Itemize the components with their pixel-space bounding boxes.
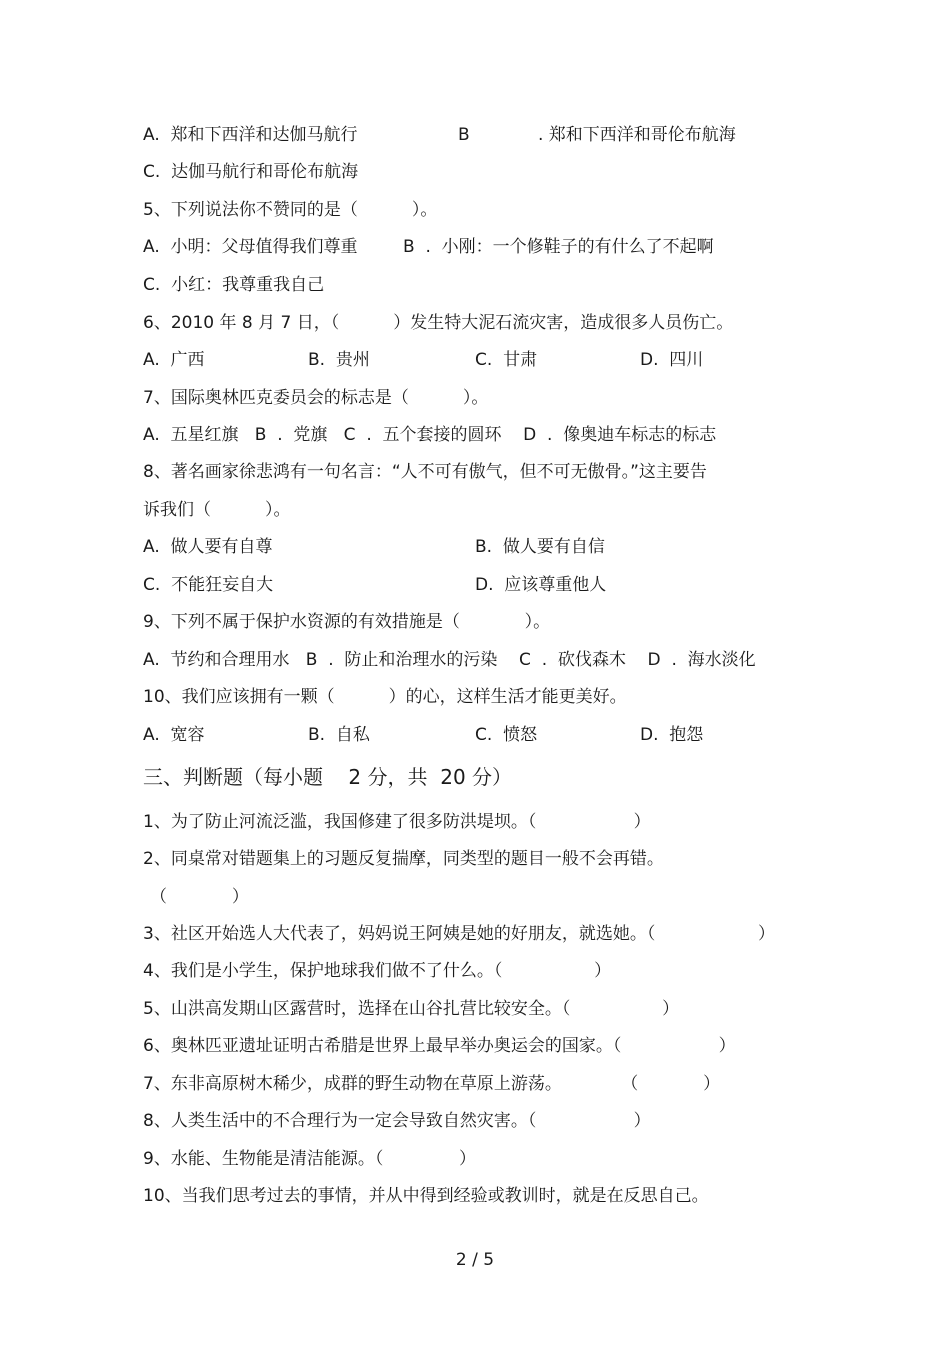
q4-option-b-letter: B — [458, 125, 470, 145]
q8-option-a: A. 做人要有自尊 — [143, 537, 273, 557]
q5-option-a: A. 小明：父母值得我们尊重 — [143, 237, 358, 257]
q5-option-b: B . 小刚：一个修鞋子的有什么了不起啊 — [403, 237, 714, 257]
tf-item-5: 5、山洪高发期山区露营时，选择在山谷扎营比较安全。（ ） — [143, 999, 680, 1019]
q7-stem: 7、国际奥林匹克委员会的标志是（ ）。 — [143, 388, 489, 408]
tf-item-2: 2、同桌常对错题集上的习题反复揣摩，同类型的题目一般不会再错。 — [143, 849, 664, 869]
tf-item-6: 6、奥林匹亚遗址证明古希腊是世界上最早举办奥运会的国家。（ ） — [143, 1036, 736, 1056]
q7-options: A. 五星红旗 B . 党旗 C . 五个套接的圆环 D . 像奥迪车标志的标志 — [143, 425, 717, 445]
q6-option-a: A. 广西 — [143, 350, 205, 370]
q5-stem: 5、下列说法你不赞同的是（ ）。 — [143, 200, 438, 220]
q10-option-a: A. 宽容 — [143, 725, 205, 745]
q8-option-b: B. 做人要有自信 — [475, 537, 605, 557]
q9-stem: 9、下列不属于保护水资源的有效措施是（ ）。 — [143, 612, 551, 632]
tf-item-10: 10、当我们思考过去的事情，并从中得到经验或教训时，就是在反思自己。 — [143, 1186, 709, 1206]
q10-option-b: B. 自私 — [308, 725, 370, 745]
q8-option-c: C. 不能狂妄自大 — [143, 575, 274, 595]
q8-stem-line2: 诉我们（ ）。 — [143, 500, 291, 520]
tf-item-7: 7、东非高原树木稀少，成群的野生动物在草原上游荡。 （ ） — [143, 1074, 721, 1094]
tf-item-2-blank: （ ） — [150, 887, 249, 907]
q8-option-d: D. 应该尊重他人 — [475, 575, 607, 595]
q6-stem: 6、2010 年 8 月 7 日，（ ）发生特大泥石流灾害，造成很多人员伤亡。 — [143, 313, 734, 333]
q10-option-d: D. 抱怨 — [640, 725, 704, 745]
tf-item-3: 3、社区开始选人大代表了，妈妈说王阿姨是她的好朋友，就选她。（ ） — [143, 924, 775, 944]
q6-option-d: D. 四川 — [640, 350, 704, 370]
q8-stem-line1: 8、著名画家徐悲鸿有一句名言：“人不可有傲气，但不可无傲骨。”这主要告 — [143, 462, 707, 482]
tf-item-8: 8、人类生活中的不合理行为一定会导致自然灾害。（ ） — [143, 1111, 651, 1131]
q9-options: A. 节约和合理用水 B . 防止和治理水的污染 C . 砍伐森木 D . 海水淡化 — [143, 650, 756, 670]
q5-option-c: C. 小红：我尊重我自己 — [143, 275, 325, 295]
q4-option-c: C. 达伽马航行和哥伦布航海 — [143, 162, 359, 182]
page-number: 2 / 5 — [455, 1250, 495, 1270]
tf-item-9: 9、水能、生物能是清洁能源。（ ） — [143, 1149, 476, 1169]
tf-item-4: 4、我们是小学生，保护地球我们做不了什么。（ ） — [143, 961, 612, 981]
q6-option-c: C. 甘肃 — [475, 350, 538, 370]
q4-option-b-text: . 郑和下西洋和哥伦布航海 — [538, 125, 736, 145]
section-3-title: 三、判断题（每小题 2 分，共 20 分） — [143, 765, 513, 789]
q10-option-c: C. 愤怒 — [475, 725, 538, 745]
q4-option-a: A. 郑和下西洋和达伽马航行 — [143, 125, 358, 145]
q6-option-b: B. 贵州 — [308, 350, 370, 370]
tf-item-1: 1、为了防止河流泛滥，我国修建了很多防洪堤坝。（ ） — [143, 812, 651, 832]
q10-stem: 10、我们应该拥有一颗（ ）的心，这样生活才能更美好。 — [143, 687, 627, 707]
